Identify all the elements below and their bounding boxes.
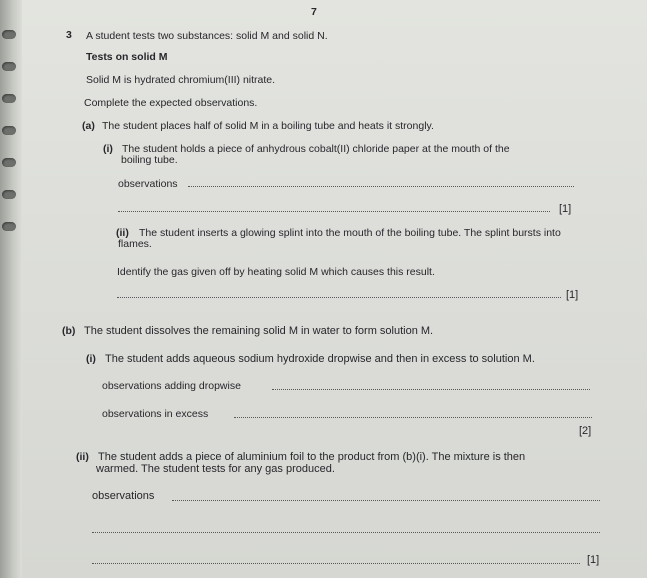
part-a-i-answer-label: observations (118, 178, 178, 190)
marks-a-ii: [1] (566, 289, 579, 301)
binding-hole (2, 94, 16, 103)
part-b-i-text: The student adds aqueous sodium hydroxide dropwise and then in excess to solution M. (105, 353, 535, 365)
part-b-i-answer-label-2: observations in excess (102, 408, 209, 420)
answer-line[interactable] (234, 417, 592, 418)
answer-line[interactable] (118, 211, 550, 212)
answer-line[interactable] (172, 500, 600, 501)
part-b-ii-label: (ii) (76, 451, 89, 463)
instruction: Complete the expected observations. (84, 97, 258, 109)
part-b-ii-line1: The student adds a piece of aluminium foil to the product from (b)(i). The mixture is then (98, 451, 526, 463)
answer-line[interactable] (92, 563, 580, 564)
answer-line[interactable] (92, 532, 600, 533)
page-number: 7 (311, 6, 317, 18)
statement: Solid M is hydrated chromium(III) nitrate. (86, 74, 276, 86)
part-b-i-label: (i) (86, 353, 96, 365)
part-a-i-label: (i) (103, 143, 113, 155)
part-b-i-answer-label-1: observations adding dropwise (102, 380, 241, 392)
binding-hole (2, 30, 16, 39)
part-a-ii-prompt: Identify the gas given off by heating solid M which causes this result. (117, 266, 435, 278)
part-a-text: The student places half of solid M in a boiling tube and heats it strongly. (102, 120, 434, 132)
part-b-text: The student dissolves the remaining solid M in water to form solution M. (84, 325, 434, 337)
binding-hole (2, 190, 16, 199)
part-a-ii-line1: The student inserts a glowing splint into the mouth of the boiling tube. The splint bursts into (139, 227, 561, 239)
marks-b-i: [2] (579, 425, 592, 437)
answer-line[interactable] (272, 389, 590, 390)
marks-a-i: [1] (559, 203, 572, 215)
part-a-i-line1: The student holds a piece of anhydrous cobalt(II) chloride paper at the mouth of the (122, 143, 510, 155)
question-number: 3 (66, 29, 72, 41)
binding-hole (2, 222, 16, 231)
section-heading: Tests on solid M (86, 51, 168, 63)
part-a-ii-label: (ii) (116, 227, 129, 239)
part-b-ii-line2: warmed. The student tests for any gas produced. (96, 463, 335, 475)
answer-line[interactable] (188, 186, 574, 187)
part-b-ii-answer-label: observations (92, 490, 155, 502)
binding-spine (0, 0, 22, 578)
marks-b-ii: [1] (587, 554, 600, 566)
part-b-label: (b) (62, 325, 76, 337)
question-intro: A student tests two substances: solid M and solid N. (86, 30, 328, 42)
part-a-ii-line2: flames. (118, 238, 152, 250)
binding-hole (2, 158, 16, 167)
answer-line[interactable] (117, 297, 561, 298)
part-a-i-line2: boiling tube. (121, 154, 178, 166)
binding-hole (2, 62, 16, 71)
binding-hole (2, 126, 16, 135)
part-a-label: (a) (82, 120, 95, 132)
